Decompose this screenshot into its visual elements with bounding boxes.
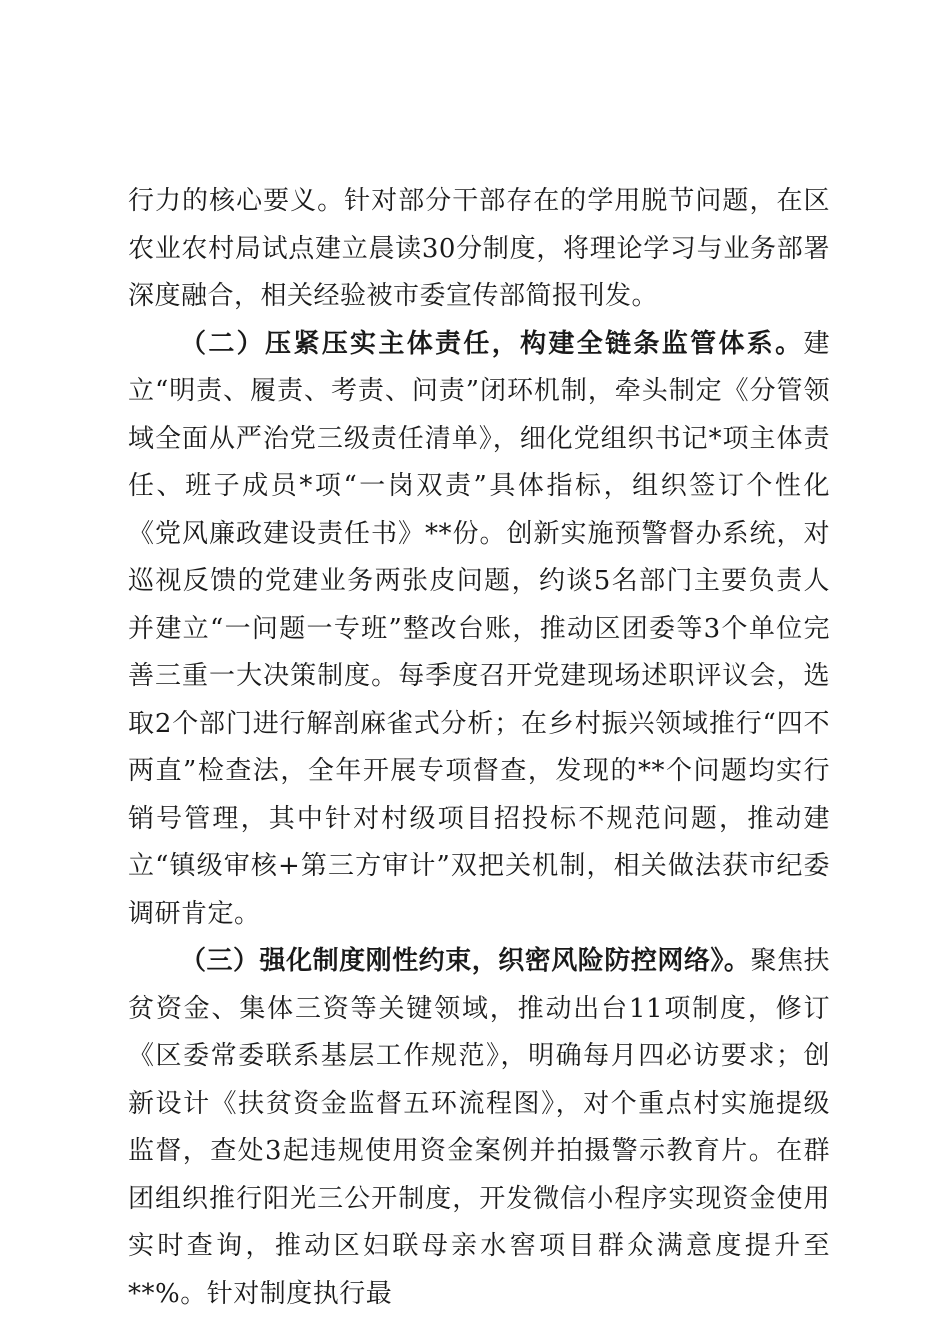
section-2-heading: （二）压紧压实主体责任，构建全链条监管体系。 [180, 328, 804, 359]
paragraph-1 [128, 178, 830, 321]
document-page [128, 178, 830, 1318]
paragraph-1-text: 行力的核心要义。针对部分干部存在的学用脱节问题，在区农业农村局试点建立晨读30分制度，将理论学习与业务部署深度融合，相关经验被市委宣传部简报刊发。 [128, 186, 830, 311]
paragraph-3-text: 聚焦扶贫资金、集体三资等关键领域，推动出台11项制度，修订《区委常委联系基层工作规范》，明确每月四必访要求；创新设计《扶贫资金监督五环流程图》，对个重点村实施提级监督，查处3起违规使用资金案例并拍摄警示教育片。在群团组织推行阳光三公开制度，开发微信小程序实现资金使用实时查询，推动区妇联母亲水窖项目群众满意度提升至**%。针对制度执行最 [128, 946, 830, 1309]
paragraph-3 [128, 938, 830, 1318]
paragraph-2 [128, 321, 830, 939]
paragraph-2-text: 建立“明责、履责、考责、问责”闭环机制，牵头制定《分管领域全面从严治党三级责任清单》，细化党组织书记*项主体责任、班子成员*项“一岗双责”具体指标，组织签订个性化《党风廉政建设责任书》**份。创新实施预警督办系统，对巡视反馈的党建业务两张皮问题，约谈5名部门主要负责人并建立“一问题一专班”整改台账，推动区团委等3个单位完善三重一大决策制度。每季度召开党建现场述职评议会，选取2个部门进行解剖麻雀式分析；在乡村振兴领域推行“四不两直”检查法，全年开展专项督查，发现的**个问题均实行销号管理，其中针对村级项目招投标不规范问题，推动建立“镇级审核+第三方审计”双把关机制，相关做法获市纪委调研肯定。 [128, 328, 830, 929]
section-3-heading: （三）强化制度刚性约束，织密风险防控网络》。 [180, 946, 751, 976]
